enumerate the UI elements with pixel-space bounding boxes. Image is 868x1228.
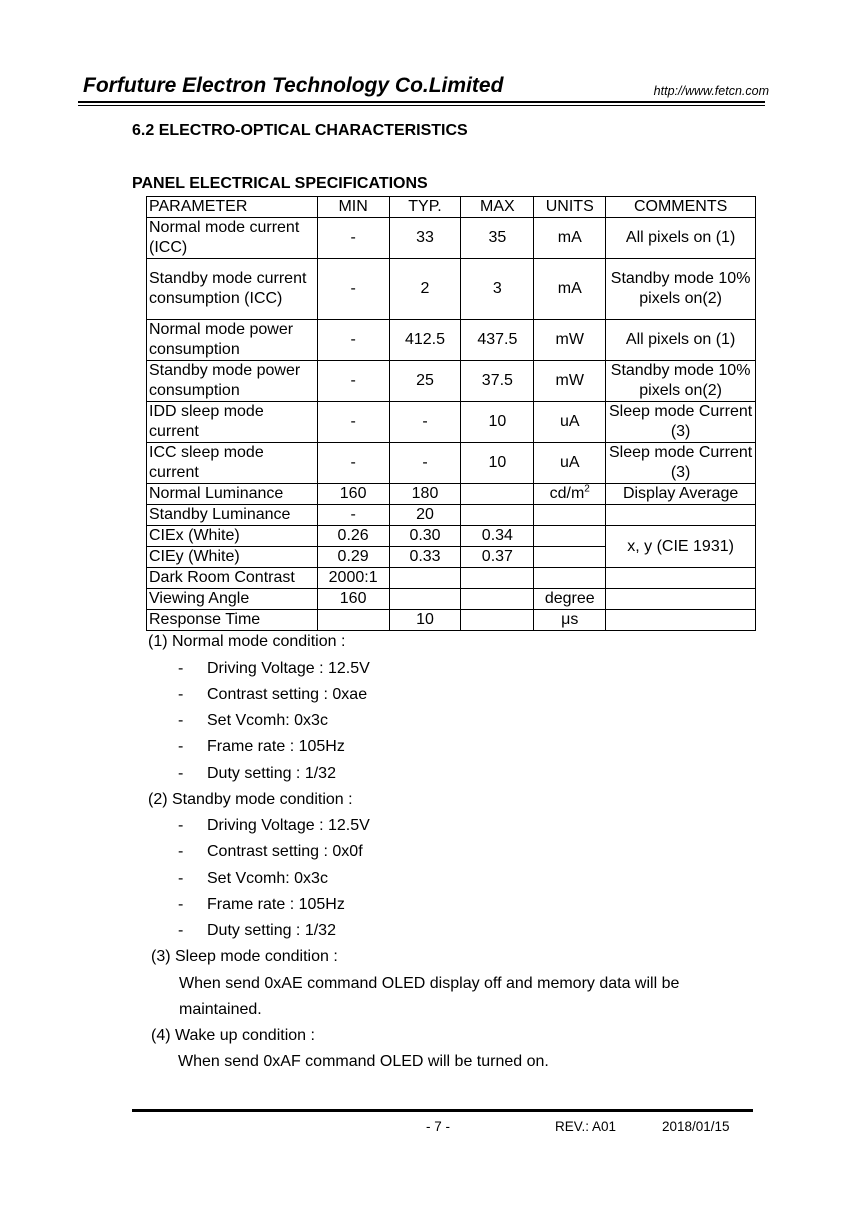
min-cell: [317, 610, 389, 631]
param-cell: Response Time: [147, 610, 318, 631]
comment-cell: [606, 505, 756, 526]
bullet-dash: -: [178, 817, 184, 834]
max-cell: 10: [461, 402, 534, 443]
min-cell: 160: [317, 589, 389, 610]
unit-text: cd/m: [549, 485, 585, 502]
max-cell: 0.37: [461, 547, 534, 568]
unit-cell: [534, 505, 606, 526]
table-row: [147, 568, 756, 589]
table-row: [147, 484, 756, 505]
unit-cell: [534, 484, 606, 505]
note-item: Set Vcomh: 0x3c: [207, 870, 328, 887]
note-heading: (2) Standby mode condition :: [148, 791, 353, 808]
note-text: maintained.: [179, 1001, 262, 1018]
comment-cell: [606, 568, 756, 589]
unit-cell: uA: [534, 443, 606, 484]
param-cell: Standby mode power consumption: [147, 361, 318, 402]
company-url[interactable]: http://www.fetcn.com: [653, 84, 769, 98]
max-cell: [461, 484, 534, 505]
unit-superscript: 2: [584, 483, 590, 495]
note-item: Duty setting : 1/32: [207, 922, 336, 939]
min-cell: -: [317, 320, 389, 361]
typ-cell: 10: [389, 610, 461, 631]
table-row: [147, 589, 756, 610]
header-rule-thin: [78, 105, 765, 106]
note-item: Driving Voltage : 12.5V: [207, 660, 370, 677]
typ-cell: 2: [389, 259, 461, 320]
typ-cell: 180: [389, 484, 461, 505]
param-cell: Normal Luminance: [147, 484, 318, 505]
min-cell: -: [317, 505, 389, 526]
param-cell: Normal mode power consumption: [147, 320, 318, 361]
note-item: Set Vcomh: 0x3c: [207, 712, 328, 729]
comment-cell: [606, 589, 756, 610]
comment-cell: Sleep mode Current (3): [606, 402, 756, 443]
bullet-dash: -: [178, 712, 184, 729]
param-cell: Dark Room Contrast: [147, 568, 318, 589]
unit-cell: [534, 568, 606, 589]
doc-date: 2018/01/15: [662, 1119, 730, 1134]
table-row: [147, 443, 756, 484]
param-cell: Viewing Angle: [147, 589, 318, 610]
min-cell: -: [317, 259, 389, 320]
comment-cell: Sleep mode Current (3): [606, 443, 756, 484]
table-row: [147, 361, 756, 402]
unit-cell: uA: [534, 402, 606, 443]
bullet-dash: -: [178, 686, 184, 703]
max-cell: 10: [461, 443, 534, 484]
note-item: Duty setting : 1/32: [207, 765, 336, 782]
table-row: [147, 218, 756, 259]
page-number: - 7 -: [426, 1119, 451, 1134]
max-cell: 437.5: [461, 320, 534, 361]
comment-cell: Standby mode 10% pixels on(2): [606, 259, 756, 320]
note-heading: (1) Normal mode condition :: [148, 633, 346, 650]
max-cell: [461, 589, 534, 610]
max-cell: 37.5: [461, 361, 534, 402]
unit-cell: degree: [534, 589, 606, 610]
typ-cell: 20: [389, 505, 461, 526]
max-cell: [461, 505, 534, 526]
bullet-dash: -: [178, 896, 184, 913]
typ-cell: 25: [389, 361, 461, 402]
note-text: When send 0xAE command OLED display off and memory data will be: [179, 975, 680, 992]
header-cell: UNITS: [534, 197, 606, 218]
table-title: PANEL ELECTRICAL SPECIFICATIONS: [132, 175, 428, 192]
typ-cell: 33: [389, 218, 461, 259]
min-cell: 2000:1: [317, 568, 389, 589]
param-cell: CIEx (White): [147, 526, 318, 547]
comment-cell: Standby mode 10% pixels on(2): [606, 361, 756, 402]
typ-cell: -: [389, 402, 461, 443]
table-row: [147, 402, 756, 443]
typ-cell: -: [389, 443, 461, 484]
note-item: Contrast setting : 0xae: [207, 686, 368, 703]
footer-rule: [132, 1109, 753, 1112]
unit-cell: [534, 547, 606, 568]
unit-cell: mA: [534, 218, 606, 259]
bullet-dash: -: [178, 765, 184, 782]
param-cell: Standby Luminance: [147, 505, 318, 526]
max-cell: 35: [461, 218, 534, 259]
bullet-dash: -: [178, 660, 184, 677]
min-cell: 0.26: [317, 526, 389, 547]
unit-cell: mW: [534, 320, 606, 361]
spec-table: [146, 196, 756, 631]
note-heading: (4) Wake up condition :: [151, 1027, 315, 1044]
bullet-dash: -: [178, 922, 184, 939]
min-cell: -: [317, 443, 389, 484]
table-row: [147, 320, 756, 361]
max-cell: 0.34: [461, 526, 534, 547]
bullet-dash: -: [178, 738, 184, 755]
unit-cell: [534, 526, 606, 547]
comment-cell: [606, 610, 756, 631]
unit-cell: mA: [534, 259, 606, 320]
header-cell: COMMENTS: [606, 197, 756, 218]
min-cell: 0.29: [317, 547, 389, 568]
typ-cell: 0.33: [389, 547, 461, 568]
table-row: [147, 526, 756, 547]
typ-cell: [389, 568, 461, 589]
revision: REV.: A01: [555, 1119, 617, 1134]
note-item: Contrast setting : 0x0f: [207, 843, 363, 860]
bullet-dash: -: [178, 870, 184, 887]
note-text: When send 0xAF command OLED will be turned on.: [178, 1053, 549, 1070]
note-item: Driving Voltage : 12.5V: [207, 817, 370, 834]
section-title: 6.2 ELECTRO-OPTICAL CHARACTERISTICS: [132, 122, 468, 139]
typ-cell: 412.5: [389, 320, 461, 361]
header-rule: [78, 101, 765, 103]
max-cell: [461, 610, 534, 631]
unit-cell: mW: [534, 361, 606, 402]
header-cell: MAX: [461, 197, 534, 218]
note-item: Frame rate : 105Hz: [207, 896, 345, 913]
note-heading: (3) Sleep mode condition :: [151, 948, 338, 965]
table-row: [147, 505, 756, 526]
unit-cell: μs: [534, 610, 606, 631]
param-cell: IDD sleep mode current: [147, 402, 318, 443]
param-cell: Standby mode current consumption (ICC): [147, 259, 318, 320]
comment-cell: All pixels on (1): [606, 320, 756, 361]
comment-cell: All pixels on (1): [606, 218, 756, 259]
header-cell: MIN: [317, 197, 389, 218]
note-item: Frame rate : 105Hz: [207, 738, 345, 755]
min-cell: 160: [317, 484, 389, 505]
min-cell: -: [317, 402, 389, 443]
param-cell: Normal mode current (ICC): [147, 218, 318, 259]
table-header-row: [147, 197, 756, 218]
table-row: [147, 259, 756, 320]
typ-cell: [389, 589, 461, 610]
comment-cell: Display Average: [606, 484, 756, 505]
table-row: [147, 610, 756, 631]
header-cell: TYP.: [389, 197, 461, 218]
min-cell: -: [317, 218, 389, 259]
max-cell: 3: [461, 259, 534, 320]
min-cell: -: [317, 361, 389, 402]
param-cell: ICC sleep mode current: [147, 443, 318, 484]
param-cell: CIEy (White): [147, 547, 318, 568]
header-cell: PARAMETER: [147, 197, 318, 218]
bullet-dash: -: [178, 843, 184, 860]
comment-cell: x, y (CIE 1931): [606, 526, 756, 568]
max-cell: [461, 568, 534, 589]
company-name: Forfuture Electron Technology Co.Limited: [83, 74, 504, 97]
typ-cell: 0.30: [389, 526, 461, 547]
